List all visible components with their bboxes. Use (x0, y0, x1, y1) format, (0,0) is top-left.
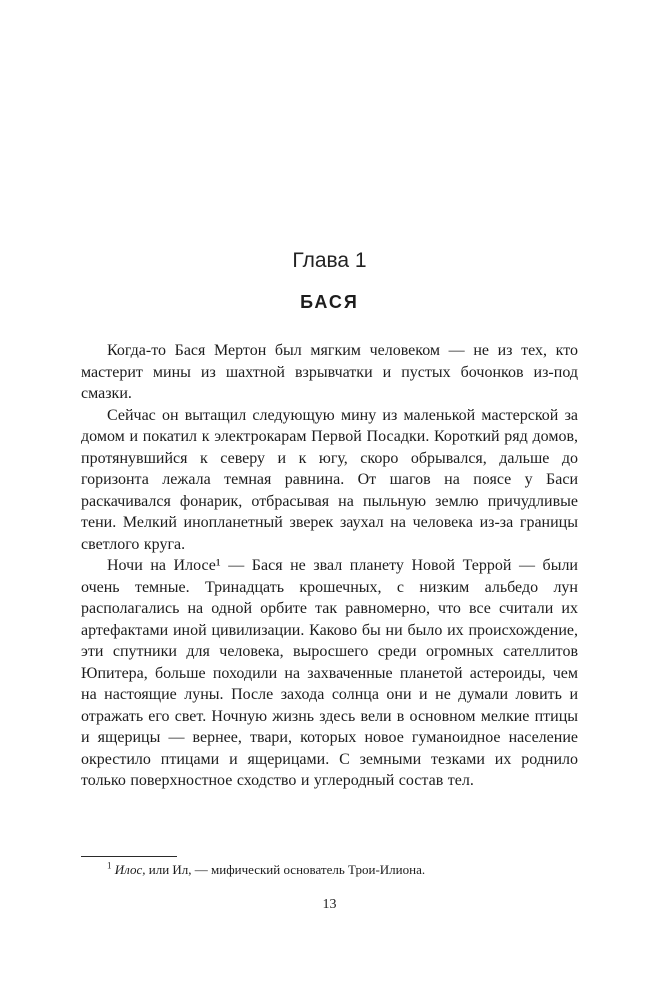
page-number: 13 (322, 897, 337, 912)
chapter-heading: БАСЯ (300, 292, 359, 312)
body-text (81, 340, 578, 792)
page-content (81, 0, 578, 792)
paragraph: Сейчас он вытащил следующую мину из маленькой мастерской за домом и покатил к электрокарам Первой Посадки. Короткий ряд домов, протянувшийся к северу и к югу, скоро обрывался, дальше до горизонта лежала темная равнина. От шагов на поясе у Баси раскачивался фонарик, отбрасывая на пыльную землю причудливые тени. Мелкий инопланетный зверек заухал на человека из-за границы светлого круга. (81, 406, 578, 553)
footnote-separator (81, 856, 177, 857)
paragraph: Ночи на Илосе¹ — Бася не звал планету Новой Террой — были очень темные. Тринадцать крошечных, с низким альбедо лун располагались на одной орбите так равномерно, что все считали их артефактами иной цивилизации. Каково бы ни было их происхождение, эти спутники для человека, выросшего среди огромных сателлитов Юпитера, больше походили на захваченные планетой астероиды, чем на настоящие луны. После захода солнца они и не думали ловить и отражать его свет. Ночную жизнь здесь вели в основном мелкие птицы и ящерицы — вернее, твари, которых новое гуманоидное население окрестило птицами и ящерицами. С земными тезками их роднило только поверхностное сходство и углеродный состав тел. (81, 557, 578, 789)
footnote-text: или Ил, — мифический основатель Трои-Илиона. (145, 862, 426, 877)
footnote-block (81, 856, 578, 878)
paragraph: Когда-то Бася Мертон был мягким человеком — не из тех, кто мастерит мины из шахтной взрывчатки и пустых бочонков из-под смазки. (81, 342, 578, 402)
footnote (81, 862, 578, 878)
footnote-term: Илос, (114, 862, 146, 877)
chapter-title: Глава 1 (292, 249, 367, 272)
footnote-marker: 1 (107, 860, 112, 871)
